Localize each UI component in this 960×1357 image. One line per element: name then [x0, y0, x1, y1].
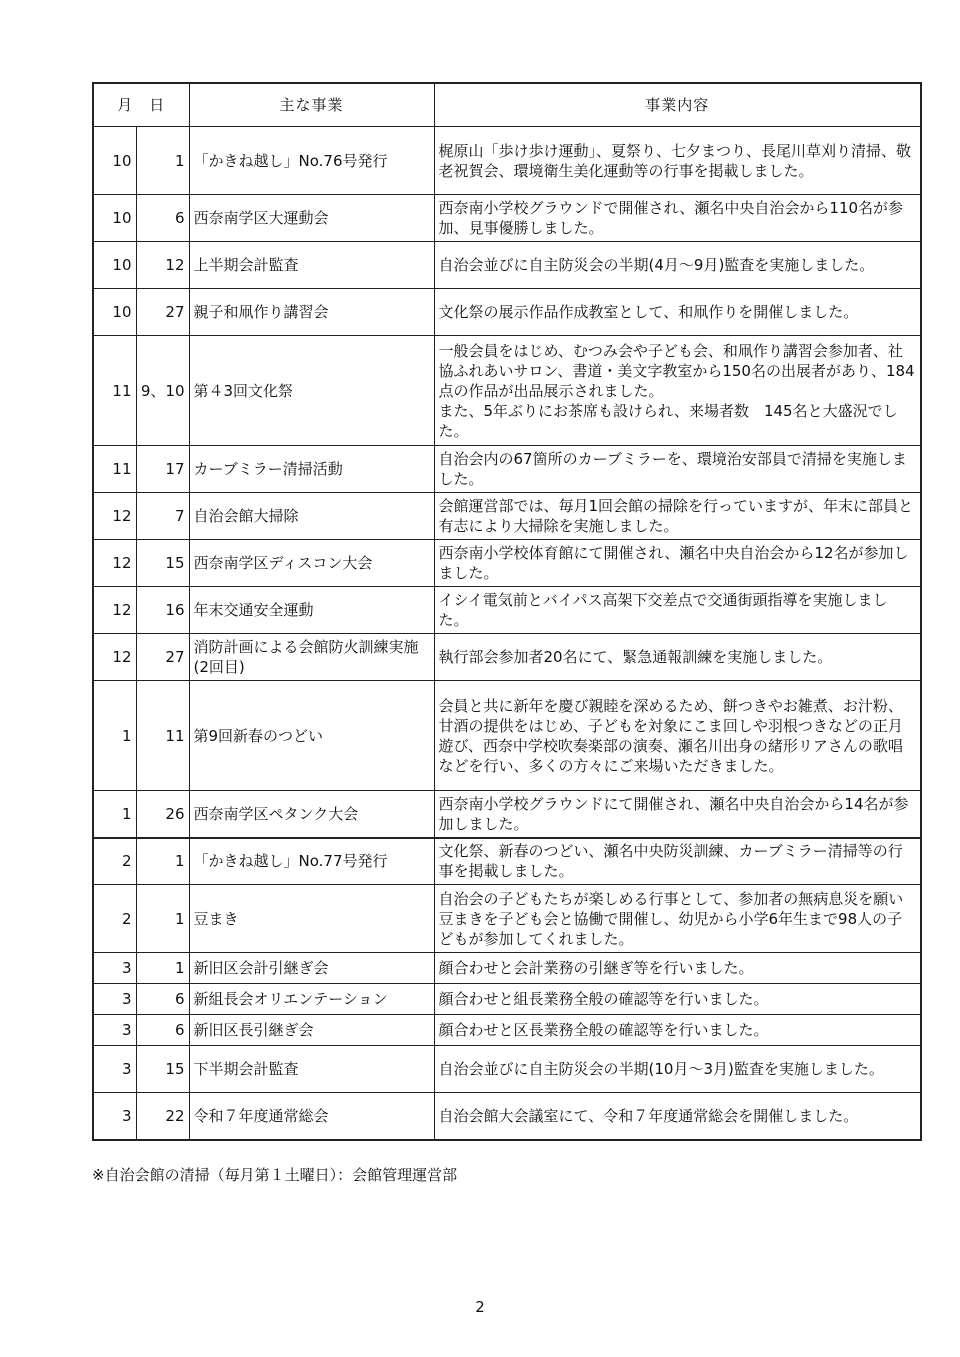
month-cell: 3 — [93, 1093, 136, 1140]
month-cell: 1 — [93, 791, 136, 838]
day-cell: 1 — [136, 127, 189, 195]
detail-cell: 自治会館大会議室にて、令和７年度通常総会を開催しました。 — [434, 1093, 921, 1140]
header-month-day: 月 日 — [93, 83, 189, 127]
page-number: 2 — [475, 1298, 485, 1316]
event-cell: 西奈南学区ペタンク大会 — [189, 791, 434, 838]
detail-cell: 執行部会参加者20名にて、緊急通報訓練を実施しました。 — [434, 634, 921, 681]
month-cell: 1 — [93, 681, 136, 791]
detail-cell: 西奈南小学校体育館にて開催され、瀬名中央自治会から12名が参加しました。 — [434, 540, 921, 587]
detail-cell: 自治会の子どもたちが楽しめる行事として、参加者の無病息災を願い豆まきを子ども会と協働で開催し、幼児から小学6年生まで98人の子どもが参加してくれました。 — [434, 885, 921, 953]
table-row — [93, 446, 921, 493]
table-row — [93, 634, 921, 681]
table-row — [93, 838, 921, 885]
month-cell: 3 — [93, 984, 136, 1015]
day-cell: 12 — [136, 242, 189, 289]
detail-cell: 会館運営部では、毎月1回会館の掃除を行っていますが、年末に部員と有志により大掃除を実施しました。 — [434, 493, 921, 540]
table-row — [93, 493, 921, 540]
table-row — [93, 540, 921, 587]
table-row — [93, 984, 921, 1015]
events-table — [92, 82, 922, 1141]
event-cell: 新旧区長引継ぎ会 — [189, 1015, 434, 1046]
detail-cell: 顔合わせと区長業務全般の確認等を行いました。 — [434, 1015, 921, 1046]
day-cell: 1 — [136, 885, 189, 953]
event-cell: 第４3回文化祭 — [189, 336, 434, 446]
table-row — [93, 195, 921, 242]
day-cell: 6 — [136, 1015, 189, 1046]
table-row — [93, 885, 921, 953]
day-cell: 1 — [136, 838, 189, 885]
day-cell: 15 — [136, 1046, 189, 1093]
day-cell: 27 — [136, 289, 189, 336]
event-cell: 親子和凧作り講習会 — [189, 289, 434, 336]
detail-cell: 西奈南小学校グラウンドにて開催され、瀬名中央自治会から14名が参加しました。 — [434, 791, 921, 838]
table-row — [93, 1093, 921, 1140]
event-cell: 自治会館大掃除 — [189, 493, 434, 540]
footnote: ※自治会館の清掃（毎月第１土曜日）：会館管理運営部 — [92, 1166, 458, 1184]
month-cell: 12 — [93, 540, 136, 587]
table-row — [93, 289, 921, 336]
event-cell: 西奈南学区大運動会 — [189, 195, 434, 242]
month-cell: 2 — [93, 885, 136, 953]
detail-cell: 会員と共に新年を慶び親睦を深めるため、餅つきやお雑煮、お汁粉、甘酒の提供をはじめ、子どもを対象にこま回しや羽根つきなどの正月遊び、西奈中学校吹奏楽部の演奏、瀬名川出身の緒形リアさんの歌唱などを行い、多くの方々にご来場いただきました。 — [434, 681, 921, 791]
detail-cell: イシイ電気前とバイパス高架下交差点で交通街頭指導を実施しました。 — [434, 587, 921, 634]
table-row — [93, 1015, 921, 1046]
event-cell: 「かきね越し」No.76号発行 — [189, 127, 434, 195]
day-cell: 6 — [136, 984, 189, 1015]
detail-cell: 顔合わせと会計業務の引継ぎ等を行いました。 — [434, 953, 921, 984]
event-cell: 令和７年度通常総会 — [189, 1093, 434, 1140]
table-row — [93, 336, 921, 446]
day-cell: 1 — [136, 953, 189, 984]
detail-cell: 文化祭、新春のつどい、瀬名中央防災訓練、カーブミラー清掃等の行事を掲載しました。 — [434, 838, 921, 885]
detail-cell: 自治会並びに自主防災会の半期(4月～9月)監査を実施しました。 — [434, 242, 921, 289]
day-cell: 15 — [136, 540, 189, 587]
table-row — [93, 127, 921, 195]
detail-cell: 梶原山「歩け歩け運動」、夏祭り、七夕まつり、長尾川草刈り清掃、敬老祝賀会、環境衛生美化運動等の行事を掲載しました。 — [434, 127, 921, 195]
detail-cell: 顔合わせと組長業務全般の確認等を行いました。 — [434, 984, 921, 1015]
event-cell: 新旧区会計引継ぎ会 — [189, 953, 434, 984]
detail-cell: 西奈南小学校グラウンドで開催され、瀬名中央自治会から110名が参加、見事優勝しました。 — [434, 195, 921, 242]
month-cell: 12 — [93, 634, 136, 681]
event-cell: 新組長会オリエンテーション — [189, 984, 434, 1015]
month-cell: 3 — [93, 953, 136, 984]
day-cell: 7 — [136, 493, 189, 540]
event-cell: カーブミラー清掃活動 — [189, 446, 434, 493]
day-cell: 26 — [136, 791, 189, 838]
event-cell: 年末交通安全運動 — [189, 587, 434, 634]
table-row — [93, 681, 921, 791]
day-cell: 22 — [136, 1093, 189, 1140]
month-cell: 10 — [93, 195, 136, 242]
month-cell: 3 — [93, 1015, 136, 1046]
table-row — [93, 242, 921, 289]
month-cell: 11 — [93, 336, 136, 446]
event-cell: 豆まき — [189, 885, 434, 953]
table-row — [93, 1046, 921, 1093]
month-cell: 3 — [93, 1046, 136, 1093]
event-cell: 消防計画による会館防火訓練実施(2回目) — [189, 634, 434, 681]
day-cell: 27 — [136, 634, 189, 681]
day-cell: 9、10 — [136, 336, 189, 446]
month-cell: 10 — [93, 289, 136, 336]
header-event: 主な事業 — [189, 83, 434, 127]
event-cell: 「かきね越し」No.77号発行 — [189, 838, 434, 885]
table-row — [93, 587, 921, 634]
month-cell: 12 — [93, 587, 136, 634]
month-cell: 10 — [93, 127, 136, 195]
day-cell: 11 — [136, 681, 189, 791]
table-header-row — [93, 83, 921, 127]
day-cell: 6 — [136, 195, 189, 242]
month-cell: 12 — [93, 493, 136, 540]
detail-cell: 文化祭の展示作品作成教室として、和凧作りを開催しました。 — [434, 289, 921, 336]
event-cell: 西奈南学区ディスコン大会 — [189, 540, 434, 587]
day-cell: 16 — [136, 587, 189, 634]
table-row — [93, 791, 921, 838]
table-row — [93, 953, 921, 984]
event-cell: 下半期会計監査 — [189, 1046, 434, 1093]
event-cell: 上半期会計監査 — [189, 242, 434, 289]
month-cell: 10 — [93, 242, 136, 289]
detail-cell: 自治会並びに自主防災会の半期(10月～3月)監査を実施しました。 — [434, 1046, 921, 1093]
detail-cell: 一般会員をはじめ、むつみ会や子ども会、和凧作り講習会参加者、社協ふれあいサロン、書道・美文字教室から150名の出展者があり、184点の作品が出品展示されました。 また、5年ぶりにお茶席も設けられ、来場者数 145名と大盛況でした。 — [434, 336, 921, 446]
event-cell: 第9回新春のつどい — [189, 681, 434, 791]
table-body — [93, 127, 921, 1140]
header-detail: 事業内容 — [434, 83, 921, 127]
day-cell: 17 — [136, 446, 189, 493]
month-cell: 11 — [93, 446, 136, 493]
month-cell: 2 — [93, 838, 136, 885]
detail-cell: 自治会内の67箇所のカーブミラーを、環境治安部員で清掃を実施しました。 — [434, 446, 921, 493]
